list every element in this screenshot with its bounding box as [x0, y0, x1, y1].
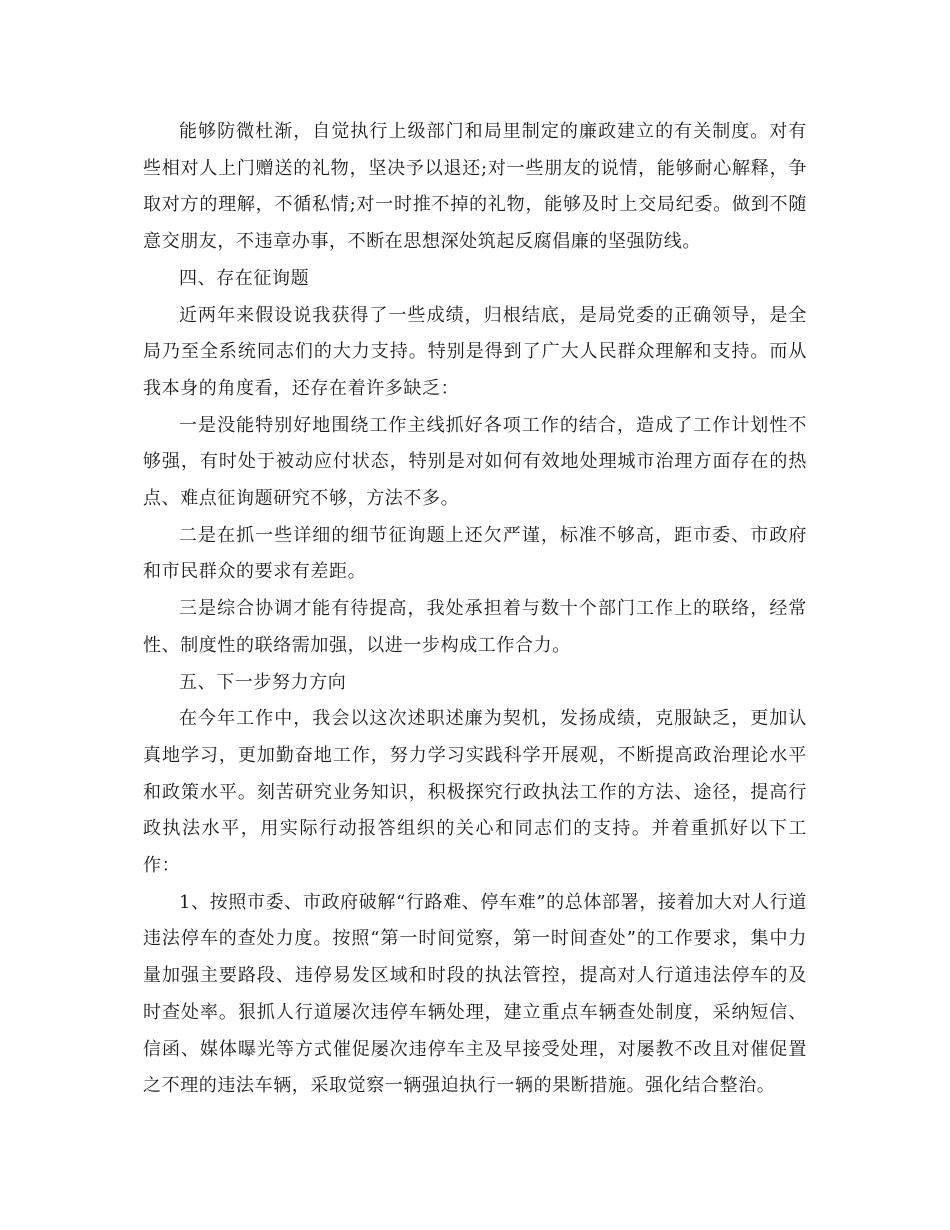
paragraph-shortcoming-three: 三是综合协调才能有待提高，我处承担着与数十个部门工作上的联络，经常性、制度性的联络需加强，以进一步构成工作合力。 — [143, 598, 807, 656]
paragraph-integrity-measures: 能够防微杜渐，自觉执行上级部门和局里制定的廉政建立的有关制度。对有些相对人上门赠送的礼物，坚决予以退还;对一些朋友的说情，能够耐心解释，争取对方的理解，不循私情;对一时推不掉的礼物，能够及时上交局纪委。做到不随意交朋友，不违章办事，不断在思想深处筑起反腐倡廉的坚强防线。 — [143, 121, 807, 253]
section-heading-existing-problems: 四、存在征询题 — [179, 267, 310, 289]
paragraph-plan-item-one: 1、按照市委、市政府破解“行路难、停车难”的总体部署，接着加大对人行道违法停车的查处力度。按照“第一时间觉察，第一时间查处”的工作要求，集中力量加强主要路段、违停易发区域和时段的执法管控，提高对人行道违法停车的及时查处率。狠抓人行道屡次违停车辆处理，建立重点车辆查处制度，采纳短信、信函、媒体曝光等方式催促屡次违停车主及早接受处理，对屡教不改且对催促置之不理的违法车辆，采取觉察一辆强迫执行一辆的果断措施。强化结合整治。 — [143, 891, 807, 1097]
paragraph-shortcoming-two: 二是在抓一些详细的细节征询题上还欠严谨，标准不够高，距市委、市政府和市民群众的要求有差距。 — [143, 524, 807, 583]
document-body — [143, 114, 807, 1105]
paragraph-achievements-summary: 近两年来假设说我获得了一些成绩，归根结底，是局党委的正确领导，是全局乃至全系统同志们的大力支持。特别是得到了广大人民群众理解和支持。而从我本身的角度看，还存在着许多缺乏： — [143, 304, 807, 399]
section-heading-next-steps: 五、下一步努力方向 — [179, 671, 347, 693]
paragraph-shortcoming-one: 一是没能特别好地围绕工作主线抓好各项工作的结合，造成了工作计划性不够强，有时处于被动应付状态，特别是对如何有效地处理城市治理方面存在的热点、难点征询题研究不够，方法不多。 — [143, 414, 807, 510]
paragraph-work-plan-intro: 在今年工作中，我会以这次述职述廉为契机，发扬成绩，克服缺乏，更加认真地学习，更加勤奋地工作，努力学习实践科学开展观，不断提高政治理论水平和政策水平。刻苦研究业务知识，积极探究行政执法工作的方法、途径，提高行政执法水平，用实际行动报答组织的关心和同志们的支持。并着重抓好以下工作： — [143, 708, 807, 877]
